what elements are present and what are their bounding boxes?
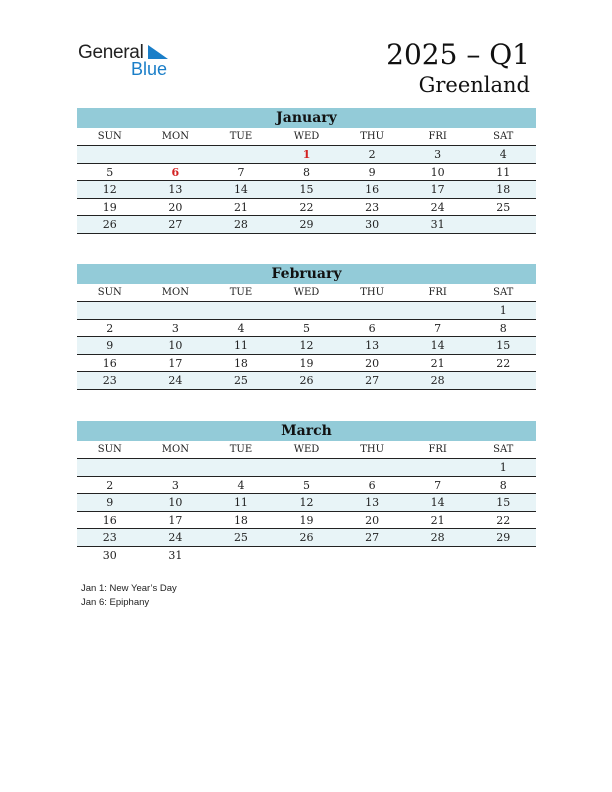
weekday-label: TUE	[229, 131, 253, 142]
day-cell	[405, 547, 471, 564]
weekday-header-row	[77, 128, 536, 146]
day-cell: 5	[303, 478, 311, 492]
weekday-label: SUN	[97, 131, 122, 142]
weekday-label: WED	[293, 287, 320, 298]
week-row	[77, 547, 536, 564]
day-cell: 24	[430, 200, 445, 214]
week-row	[77, 164, 536, 182]
day-cell	[470, 216, 536, 233]
day-cell: 10	[430, 165, 445, 179]
day-cell: 23	[102, 531, 117, 544]
weekday-label: MON	[161, 131, 189, 142]
day-cell: 26	[299, 374, 314, 387]
holiday-note: Jan 6: Epiphany	[81, 597, 150, 608]
day-cell: 2	[368, 148, 376, 161]
day-cell: 30	[365, 218, 380, 231]
day-cell: 23	[102, 374, 117, 387]
day-cell	[143, 302, 209, 319]
day-cell: 1	[499, 304, 507, 317]
day-cell: 20	[168, 200, 183, 214]
day-cell: 15	[496, 339, 511, 352]
day-cell: 27	[365, 374, 380, 387]
day-cell: 14	[233, 183, 248, 196]
weekday-label: THU	[360, 287, 385, 298]
day-cell: 12	[299, 496, 314, 509]
day-cell: 19	[299, 356, 314, 370]
day-cell: 6	[368, 478, 376, 492]
day-cell: 2	[106, 321, 114, 335]
day-cell: 12	[102, 183, 117, 196]
day-cell: 15	[496, 496, 511, 509]
day-cell: 22	[496, 513, 511, 527]
week-row	[77, 355, 536, 373]
holiday-note: Jan 1: New Year’s Day	[81, 583, 177, 594]
month-february	[77, 264, 536, 390]
day-cell: 20	[365, 513, 380, 527]
day-cell	[339, 302, 405, 319]
weekday-label: SAT	[493, 131, 514, 142]
day-cell	[405, 302, 471, 319]
day-cell: 27	[168, 218, 183, 231]
day-cell: 29	[299, 218, 314, 231]
day-cell: 9	[368, 165, 376, 179]
day-cell: 4	[499, 148, 507, 161]
day-cell	[339, 547, 405, 564]
day-cell: 18	[496, 183, 511, 196]
day-cell: 28	[430, 374, 445, 387]
week-row	[77, 181, 536, 199]
day-cell: 14	[430, 339, 445, 352]
day-cell	[77, 459, 143, 476]
day-cell	[274, 547, 340, 564]
weekday-label: SUN	[97, 287, 122, 298]
week-row	[77, 372, 536, 390]
day-cell: 27	[365, 531, 380, 544]
day-cell: 29	[496, 531, 511, 544]
day-cell: 7	[434, 478, 442, 492]
logo-flag-icon	[148, 45, 168, 59]
weekday-label: TUE	[229, 444, 253, 455]
weekday-label: MON	[161, 287, 189, 298]
country-name: Greenland	[418, 73, 530, 97]
weekday-label: SAT	[493, 444, 514, 455]
day-cell: 11	[496, 165, 511, 179]
day-cell: 9	[106, 339, 114, 352]
weekday-label: SUN	[97, 444, 122, 455]
weekday-header-row	[77, 441, 536, 459]
week-row	[77, 302, 536, 320]
day-cell	[143, 146, 209, 163]
day-cell: 14	[430, 496, 445, 509]
day-cell: 7	[434, 321, 442, 335]
day-cell: 30	[102, 548, 117, 562]
day-cell: 4	[237, 321, 245, 335]
day-cell: 25	[233, 374, 248, 387]
week-row	[77, 477, 536, 495]
weekday-header-row	[77, 284, 536, 302]
day-cell: 3	[171, 478, 179, 492]
day-cell: 13	[168, 183, 183, 196]
weekday-label: THU	[360, 444, 385, 455]
day-cell: 18	[233, 356, 248, 370]
day-cell	[405, 459, 471, 476]
day-cell	[208, 547, 274, 564]
day-cell	[470, 547, 536, 564]
weekday-label: FRI	[428, 287, 447, 298]
day-cell: 23	[365, 200, 380, 214]
day-cell: 16	[102, 513, 117, 527]
day-cell: 8	[499, 478, 507, 492]
day-cell: 31	[430, 218, 445, 231]
week-row	[77, 146, 536, 164]
day-cell: 21	[430, 513, 445, 527]
day-cell: 20	[365, 356, 380, 370]
day-cell: 21	[430, 356, 445, 370]
day-cell: 3	[434, 148, 442, 161]
day-cell: 13	[365, 339, 380, 352]
day-cell: 18	[233, 513, 248, 527]
day-cell: 8	[303, 165, 311, 179]
day-cell	[208, 302, 274, 319]
day-cell: 17	[168, 356, 183, 370]
week-row	[77, 459, 536, 477]
day-cell: 10	[168, 496, 183, 509]
day-cell: 12	[299, 339, 314, 352]
day-cell: 19	[299, 513, 314, 527]
month-title: March	[77, 421, 536, 441]
week-row	[77, 320, 536, 338]
weekday-label: TUE	[229, 287, 253, 298]
day-cell	[470, 372, 536, 389]
month-january	[77, 108, 536, 234]
day-cell: 1	[302, 148, 311, 161]
page-title: 2025 – Q1	[386, 38, 530, 71]
day-cell: 9	[106, 496, 114, 509]
weekday-label: WED	[293, 444, 320, 455]
day-cell: 8	[499, 321, 507, 335]
weekday-label: WED	[293, 131, 320, 142]
day-cell: 13	[365, 496, 380, 509]
day-cell: 24	[168, 531, 183, 544]
generalblue-logo	[78, 42, 178, 80]
day-cell	[143, 459, 209, 476]
day-cell: 26	[102, 218, 117, 231]
week-row	[77, 494, 536, 512]
day-cell	[77, 302, 143, 319]
day-cell: 11	[233, 339, 248, 352]
week-row	[77, 199, 536, 217]
weekday-label: SAT	[493, 287, 514, 298]
day-cell	[77, 146, 143, 163]
day-cell: 24	[168, 374, 183, 387]
day-cell: 16	[365, 183, 380, 196]
day-cell	[208, 459, 274, 476]
day-cell: 21	[233, 200, 248, 214]
day-cell: 22	[299, 200, 314, 214]
week-row	[77, 512, 536, 530]
day-cell: 10	[168, 339, 183, 352]
week-row	[77, 216, 536, 234]
weekday-label: FRI	[428, 131, 447, 142]
day-cell: 25	[496, 200, 511, 214]
day-cell: 28	[430, 531, 445, 544]
month-title: February	[77, 264, 536, 284]
month-title: January	[77, 108, 536, 128]
day-cell: 1	[499, 461, 507, 474]
day-cell: 22	[496, 356, 511, 370]
holiday-notes	[81, 582, 177, 610]
day-cell: 26	[299, 531, 314, 544]
day-cell	[274, 459, 340, 476]
logo-general-text: General	[78, 42, 144, 63]
day-cell: 5	[106, 165, 114, 179]
day-cell: 4	[237, 478, 245, 492]
day-cell: 11	[233, 496, 248, 509]
day-cell	[339, 459, 405, 476]
day-cell: 28	[233, 218, 248, 231]
weekday-label: FRI	[428, 444, 447, 455]
week-row	[77, 529, 536, 547]
day-cell	[274, 302, 340, 319]
day-cell: 25	[233, 531, 248, 544]
day-cell	[208, 146, 274, 163]
day-cell: 16	[102, 356, 117, 370]
weekday-label: THU	[360, 131, 385, 142]
weekday-label: MON	[161, 444, 189, 455]
day-cell: 3	[171, 321, 179, 335]
day-cell: 5	[303, 321, 311, 335]
day-cell: 15	[299, 183, 314, 196]
day-cell: 6	[368, 321, 376, 335]
day-cell: 17	[168, 513, 183, 527]
day-cell: 7	[237, 165, 245, 179]
day-cell: 31	[168, 548, 183, 562]
logo-blue-text: Blue	[131, 59, 168, 79]
month-march	[77, 421, 536, 563]
day-cell: 6	[171, 165, 180, 179]
day-cell: 17	[430, 183, 445, 196]
day-cell: 19	[102, 200, 117, 214]
week-row	[77, 337, 536, 355]
day-cell: 2	[106, 478, 114, 492]
